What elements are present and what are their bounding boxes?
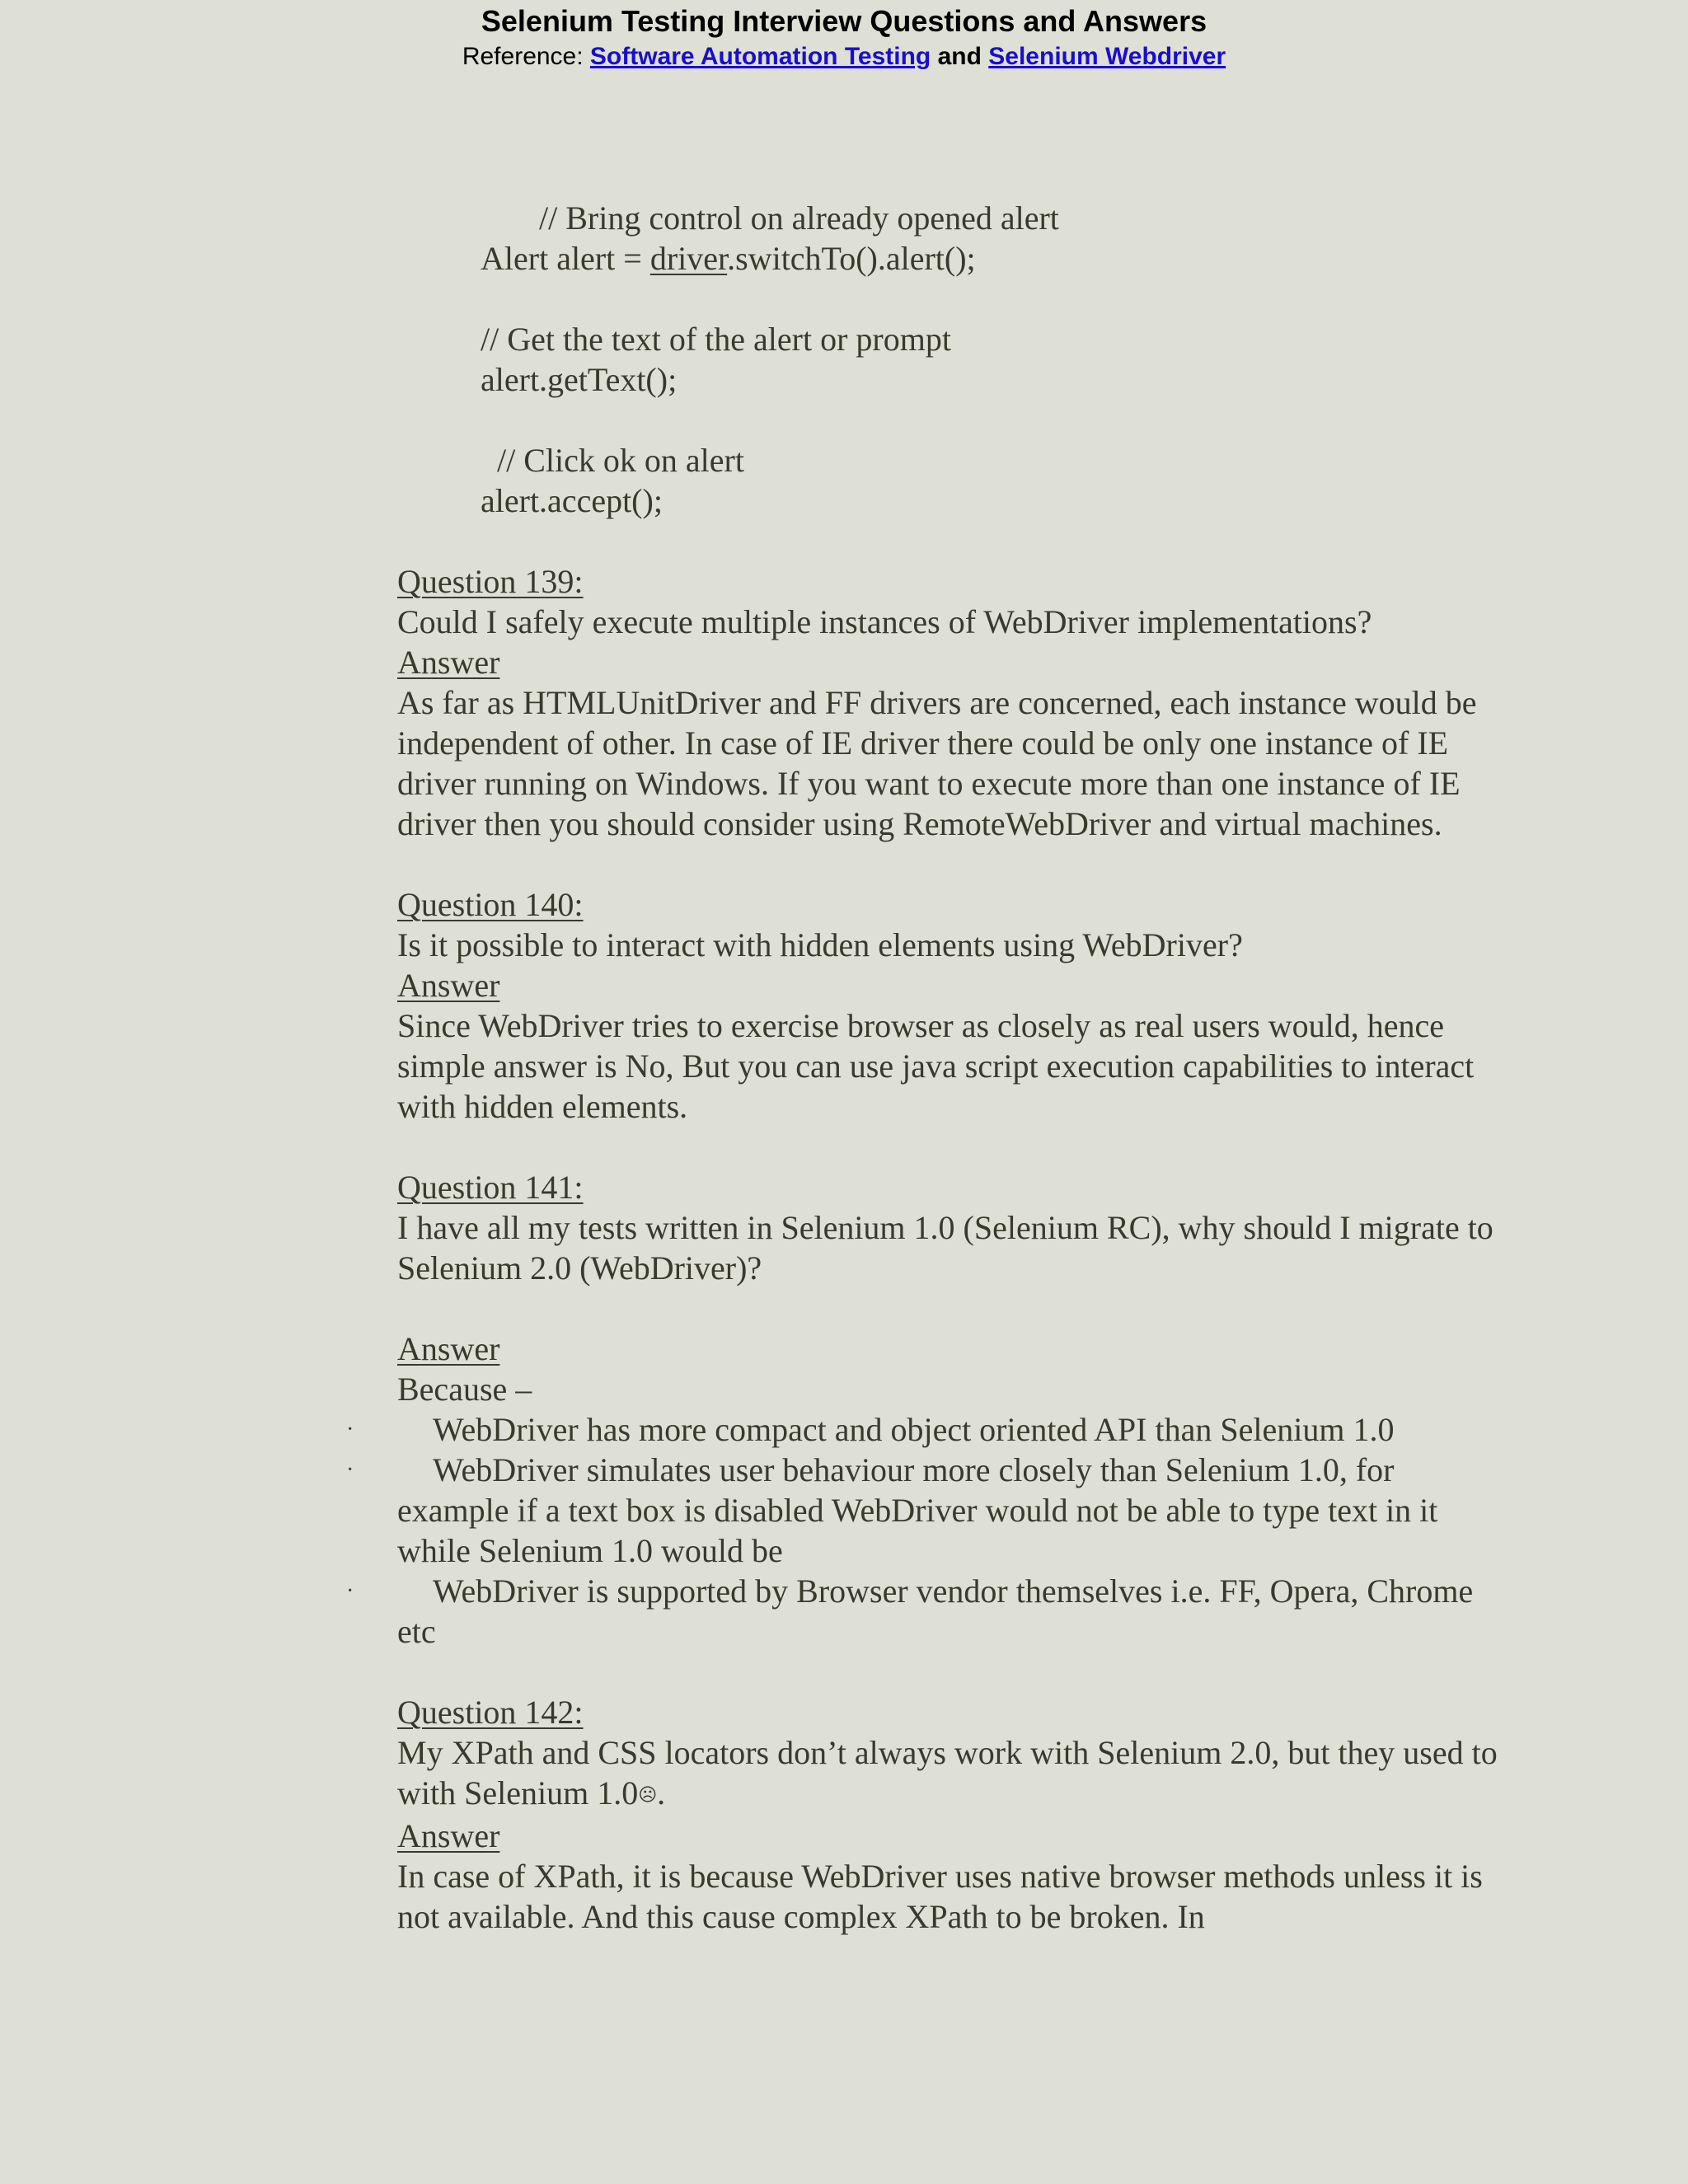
answer-140-label: Answer	[397, 967, 500, 1004]
code-comment-bring-control: // Bring control on already opened alert	[539, 199, 1059, 237]
question-140-text: Is it possible to interact with hidden elements using WebDriver?	[397, 926, 1243, 963]
list-item	[346, 1571, 1502, 1652]
frown-icon: ☹	[638, 1785, 658, 1806]
code-alert-decl: Alert alert =	[481, 240, 650, 277]
question-141-text: I have all my tests written in Selenium 1.0 (Selenium RC), why should I migrate to Selenium 2.0 (WebDriver)?	[397, 1209, 1493, 1286]
software-automation-testing-link[interactable]: Software Automation Testing	[589, 43, 931, 70]
code-accept: alert.accept();	[481, 482, 663, 519]
bullet-icon: ·	[346, 1417, 354, 1442]
question-139-label: Question 139:	[397, 563, 584, 600]
code-comment-click-ok: // Click ok on alert	[497, 442, 744, 479]
question-142-end: .	[657, 1774, 666, 1811]
and-text: and	[931, 43, 989, 70]
question-142-body: My XPath and CSS locators don’t always work with Selenium 2.0, but they used to with Selenium 1.0	[397, 1734, 1498, 1811]
bullet-text: WebDriver simulates user behaviour more closely than Selenium 1.0, for example if a text box is disabled WebDriver would not be able to type text in it while Selenium 1.0 would be	[397, 1451, 1438, 1569]
code-comment-get-text: // Get the text of the alert or prompt	[481, 321, 951, 358]
question-142-text	[397, 1732, 1502, 1816]
question-140-label: Question 140:	[397, 886, 584, 923]
bullet-icon: ·	[346, 1578, 354, 1604]
code-get-text: alert.getText();	[481, 361, 678, 398]
selenium-webdriver-link[interactable]: Selenium Webdriver	[988, 43, 1226, 70]
document-body	[346, 198, 1502, 1937]
answer-141-because: Because –	[397, 1371, 532, 1408]
page-title: Selenium Testing Interview Questions and Answers	[481, 4, 1207, 38]
answer-141-label: Answer	[397, 1330, 500, 1367]
bullet-icon: ·	[346, 1457, 354, 1483]
answer-142-text: In case of XPath, it is because WebDriver uses native browser methods unless it is not available. And this cause complex XPath to be broken. In	[397, 1858, 1483, 1935]
code-driver-token: driver	[649, 240, 728, 277]
question-142-label: Question 142:	[397, 1694, 584, 1731]
code-switch-call: .switchTo().alert();	[727, 240, 976, 277]
question-139-text: Could I safely execute multiple instances of WebDriver implementations?	[397, 603, 1372, 640]
code-switch-to-alert	[397, 238, 1502, 279]
list-item	[346, 1409, 1502, 1450]
answer-139-text: As far as HTMLUnitDriver and FF drivers are concerned, each instance would be independent of other. In case of IE driver there could be only one instance of IE driver running on Windows. If you want to execute more than one instance of IE driver then you should consider using RemoteWebDriver and virtual machines.	[397, 684, 1477, 842]
reference-label: Reference:	[462, 43, 590, 70]
answer-142-label: Answer	[397, 1817, 500, 1854]
reference-line	[0, 40, 1688, 74]
question-141-label: Question 141:	[397, 1169, 584, 1206]
answer-140-text: Since WebDriver tries to exercise browser as closely as real users would, hence simple answer is No, But you can use java script execution capabilities to interact with hidden elements.	[397, 1007, 1475, 1125]
list-item	[346, 1450, 1502, 1571]
bullet-text: WebDriver is supported by Browser vendor themselves i.e. FF, Opera, Chrome etc	[397, 1572, 1474, 1650]
answer-139-label: Answer	[397, 644, 500, 681]
bullet-text: WebDriver has more compact and object oriented API than Selenium 1.0	[433, 1411, 1395, 1448]
